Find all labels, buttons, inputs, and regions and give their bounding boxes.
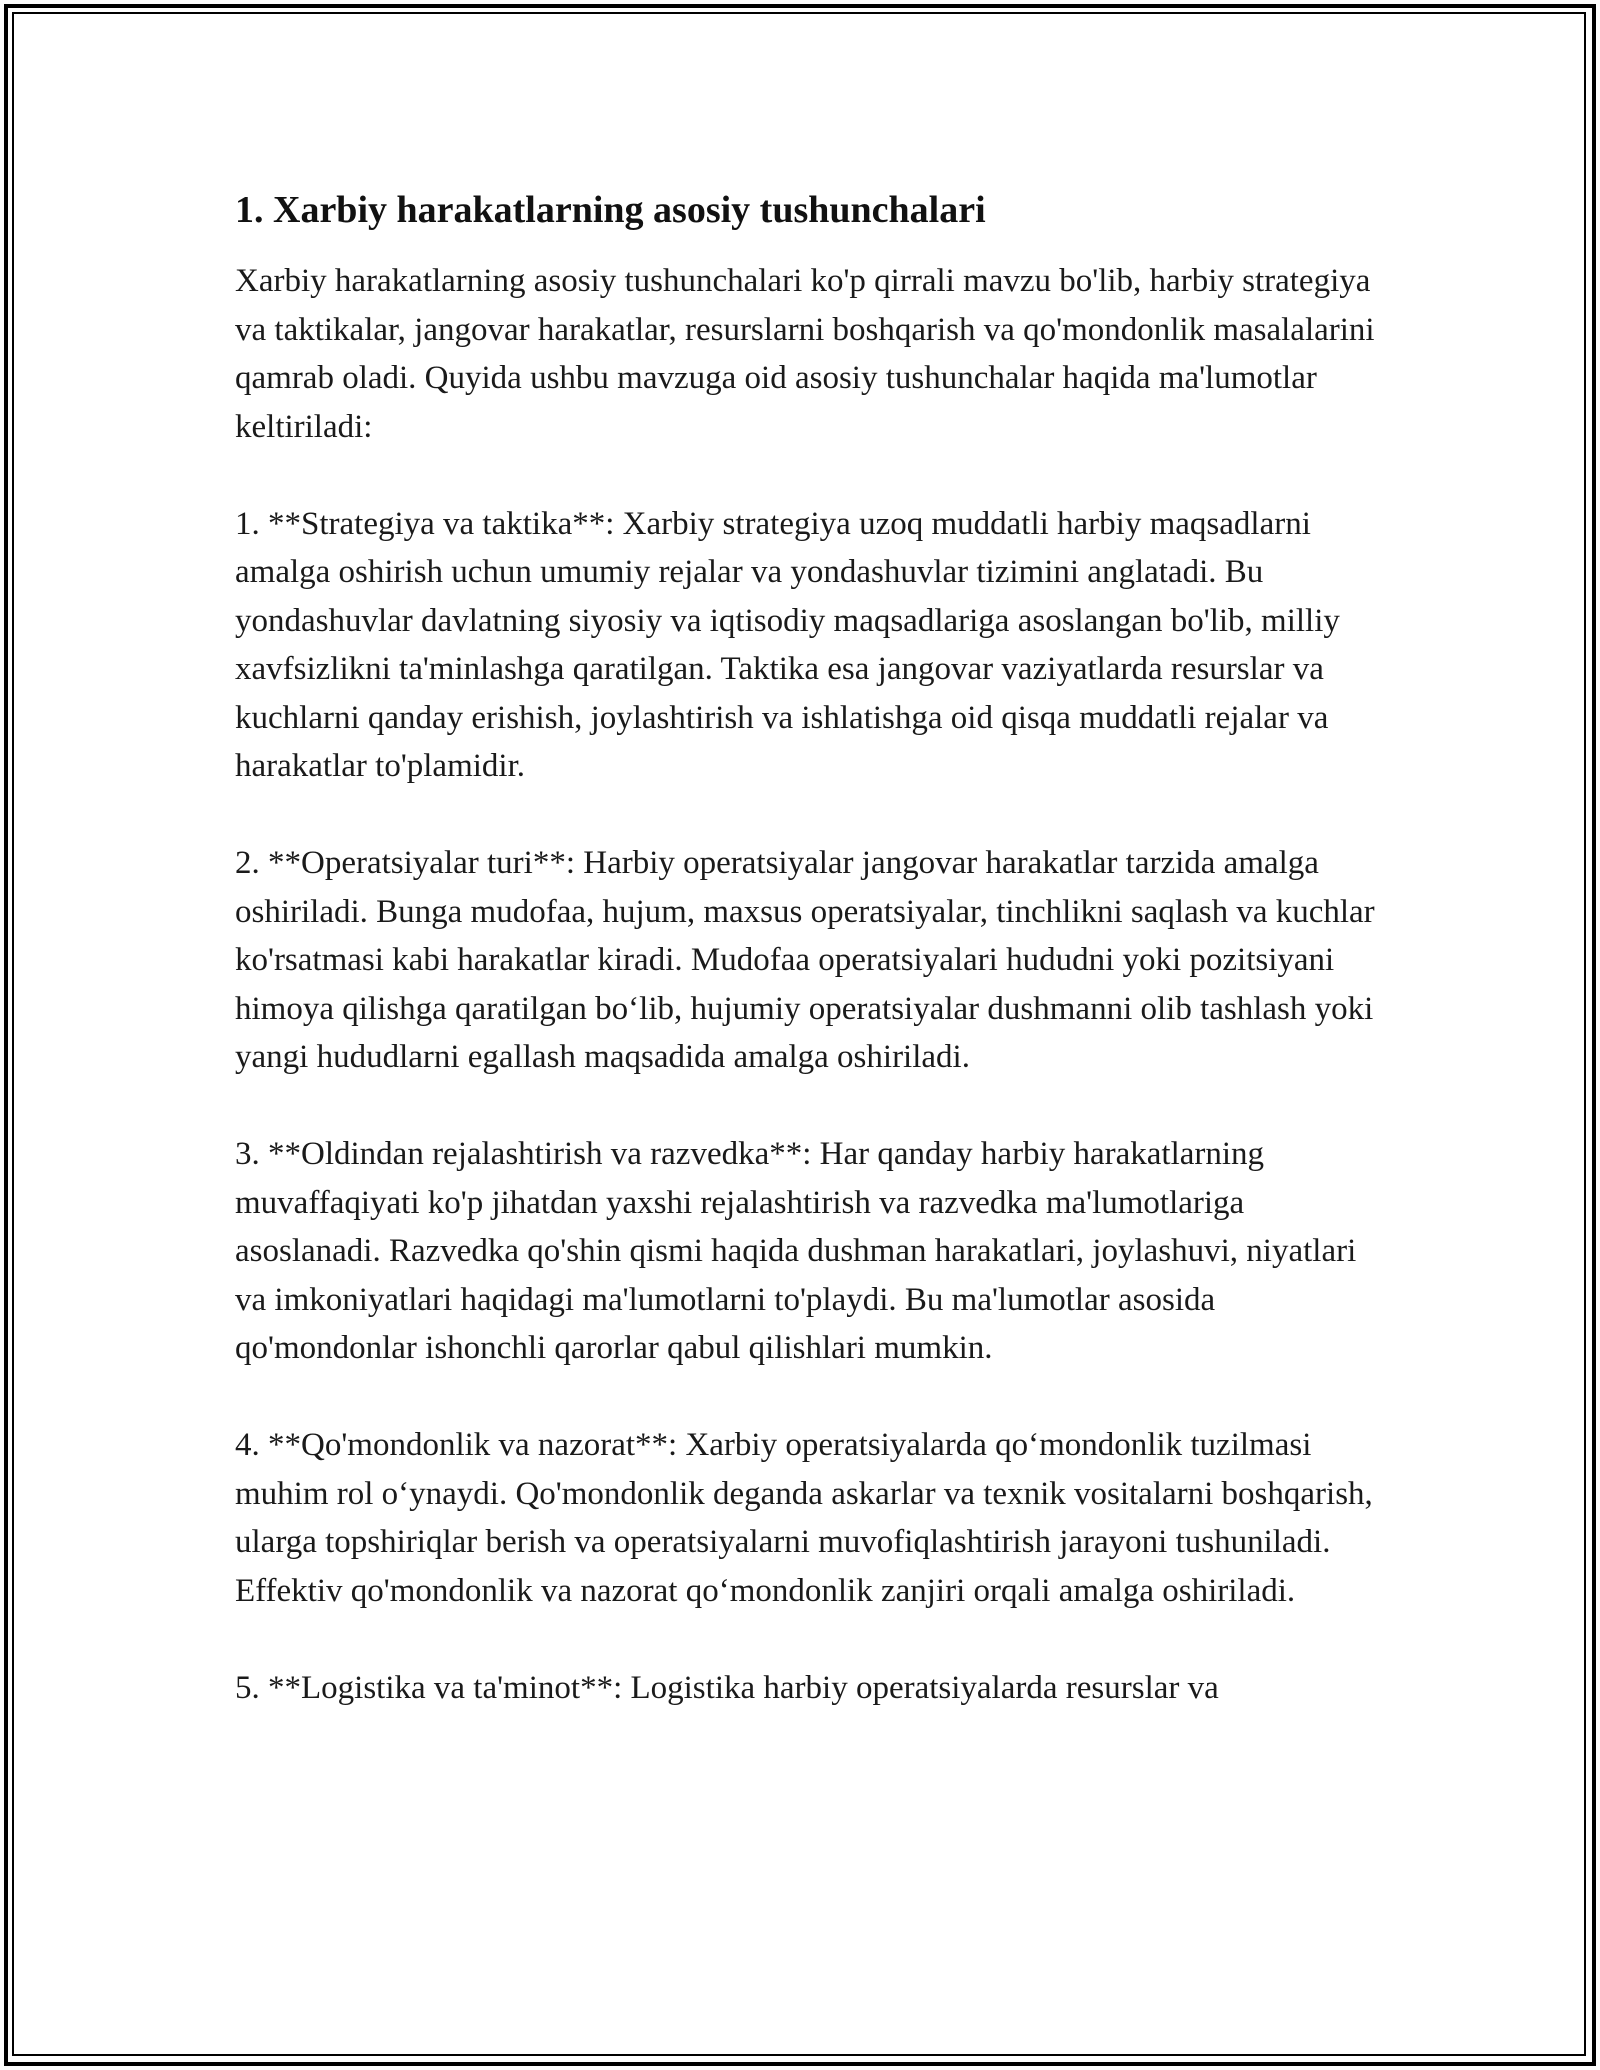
paragraph-operation-types: 2. **Operatsiyalar turi**: Harbiy operatsiyalar jangovar harakatlar tarzida amalga oshiriladi. Bunga mudofaa, hujum, maxsus operatsiyalar, tinchlikni saqlash va kuchlar ko'rsatmasi kabi harakatlar kiradi. Mudofaa operatsiyalari hududni yoki pozitsiyani himoya qilishga qaratilgan bo‘lib, hujumiy operatsiyalar dushmanni olib tashlash yoki yangi hududlarni egallash maqsadida amalga oshiriladi. xyxy=(235,845,1375,1075)
paragraph-planning-reconnaissance: 3. **Oldindan rejalashtirish va razvedka**: Har qanday harbiy harakatlarning muvaffaqiyati ko'p jihatdan yaxshi rejalashtirish va razvedka ma'lumotlariga asoslanadi. Razvedka qo'shin qismi haqida dushman harakatlari, joylashuvi, niyatlari va imkoniyatlari haqidagi ma'lumotlarni to'playdi. Bu ma'lumotlar asosida qo'mondonlar ishonchli qarorlar qabul qilishlari mumkin. xyxy=(235,1136,1357,1366)
paragraph-strategy-tactics: 1. **Strategiya va taktika**: Xarbiy strategiya uzoq muddatli harbiy maqsadlarni amalga oshirish uchun umumiy rejalar va yondashuvlar tizimini anglatadi. Bu yondashuvlar davlatning siyosiy va iqtisodiy maqsadlariga asoslangan bo'lib, milliy xavfsizlikni ta'minlashga qaratilgan. Taktika esa jangovar vaziyatlarda resurslar va kuchlarni qanday erishish, joylashtirish va ishlatishga oid qisqa muddatli rejalar va harakatlar to'plamidir. xyxy=(235,505,1340,784)
section-heading: 1. Xarbiy harakatlarning asosiy tushunchalari xyxy=(235,189,986,231)
paragraph-logistics-supply: 5. **Logistika va ta'minot**: Logistika harbiy operatsiyalarda resurslar va xyxy=(235,1669,1219,1706)
document-body xyxy=(235,185,1375,1761)
paragraph-command-control: 4. **Qo'mondonlik va nazorat**: Xarbiy operatsiyalarda qo‘mondonlik tuzilmasi muhim rol o‘ynaydi. Qo'mondonlik deganda askarlar va texnik vositalarni boshqarish, ularga topshiriqlar berish va operatsiyalarni muvofiqlashtirish jarayoni tushuniladi. Effektiv qo'mondonlik va nazorat qo‘mondonlik zanjiri orqali amalga oshiriladi. xyxy=(235,1427,1373,1609)
intro-paragraph: Xarbiy harakatlarning asosiy tushunchalari ko'p qirrali mavzu bo'lib, harbiy strategiya va taktikalar, jangovar harakatlar, resurslarni boshqarish va qo'mondonlik masalalarini qamrab oladi. Quyida ushbu mavzuga oid asosiy tushunchalar haqida ma'lumotlar keltiriladi: xyxy=(235,263,1375,445)
